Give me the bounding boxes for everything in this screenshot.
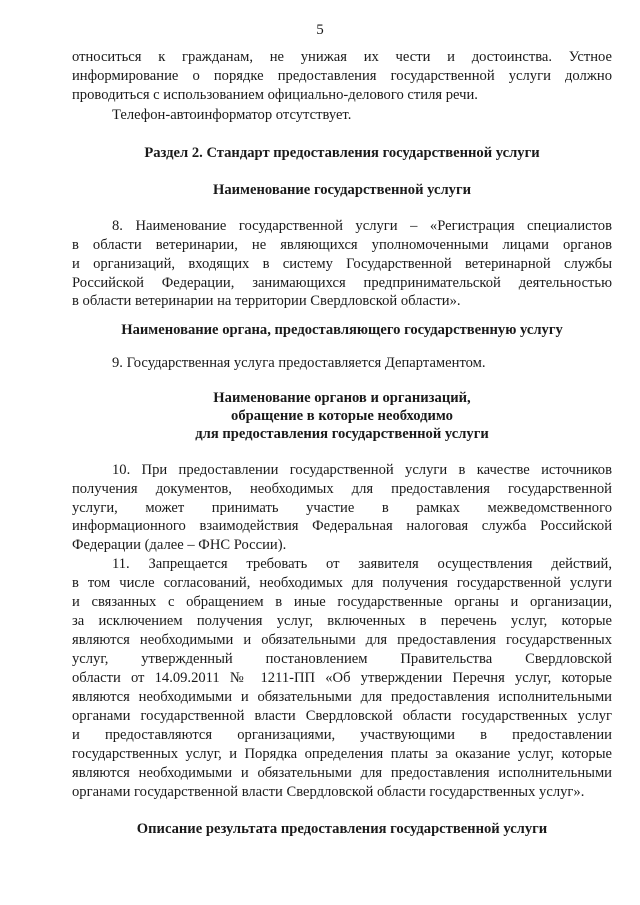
intro-line: относиться к гражданам, не унижая их чести и достоинства. Устное [72, 49, 612, 65]
paragraph-11-line: за исключением получения услуг, включенных в перечень услуг, которые [72, 613, 612, 629]
autoinformer-text: Телефон-автоинформатор отсутствует. [112, 107, 352, 123]
paragraph-11-line: и связанных с обращением в иные государственные органы и организации, [72, 594, 612, 610]
heading-organ: Наименование органа, предоставляющего государственную услугу [121, 322, 563, 338]
section-title: Раздел 2. Стандарт предоставления государственной услуги [144, 145, 540, 161]
paragraph-11-line: являются необходимыми и обязательными для предоставления исполнительными [72, 689, 612, 705]
paragraph-11-line: услуг, утвержденный постановлением Правительства Свердловской [72, 651, 612, 667]
heading-result: Описание результата предоставления государственной услуги [136, 821, 548, 837]
heading-service-name: Наименование государственной услуги [213, 182, 471, 198]
paragraph-11-line: органами государственной власти Свердловской области государственных услуг». [72, 784, 585, 800]
paragraph-9: 9. Государственная услуга предоставляется Департаментом. [112, 355, 486, 371]
paragraph-10-line: информационного взаимодействия Федеральная налоговая служба Российской [72, 518, 612, 534]
paragraph-11-line: в том числе согласований, необходимых для получения государственной услуги [72, 575, 612, 591]
paragraph-11-line: органами государственной власти Свердловской области государственных услуг [72, 708, 612, 724]
paragraph-11-line: являются необходимыми и обязательными для предоставления исполнительными [72, 765, 612, 781]
heading-organizations: обращение в которые необходимо [231, 408, 453, 424]
paragraph-8-line: Российской Федерации, занимающихся предпринимательской деятельностью [72, 275, 612, 291]
paragraph-11-line: государственных услуг, и Порядка определения платы за оказание услуг, которые [72, 746, 612, 762]
paragraph-8-line: в области ветеринарии на территории Свердловской области». [72, 293, 461, 309]
paragraph-10-line: 10. При предоставлении государственной услуги в качестве источников [112, 462, 612, 478]
paragraph-11-line: являются необходимыми и обязательными для предоставления государственных [72, 632, 612, 648]
paragraph-8-line: и организаций, входящих в систему Государственной ветеринарной службы [72, 256, 612, 272]
heading-organizations: Наименование органов и организаций, [213, 390, 471, 406]
paragraph-10-line: Федерации (далее – ФНС России). [72, 537, 287, 553]
intro-line: проводиться с использованием официально-делового стиля речи. [72, 87, 478, 103]
paragraph-10-line: услуги, может принимать участие в рамках межведомственного [72, 500, 612, 516]
paragraph-8-line: в области ветеринарии, не являющихся уполномоченными лицами органов [72, 237, 612, 253]
paragraph-11-line: области от 14.09.2011 № 1211-ПП «Об утверждении Перечня услуг, которые [72, 670, 612, 686]
paragraph-11-line: 11. Запрещается требовать от заявителя осуществления действий, [112, 556, 612, 572]
paragraph-10-line: получения документов, необходимых для предоставления государственной [72, 481, 612, 497]
paragraph-8-line: 8. Наименование государственной услуги – «Регистрация специалистов [112, 218, 612, 234]
page-number: 5 [316, 22, 324, 38]
paragraph-11-line: и предоставляются организациями, участвующими в предоставлении [72, 727, 612, 743]
heading-organizations: для предоставления государственной услуги [195, 426, 489, 442]
intro-line: информирование о порядке предоставления государственной услуги должно [72, 68, 612, 84]
